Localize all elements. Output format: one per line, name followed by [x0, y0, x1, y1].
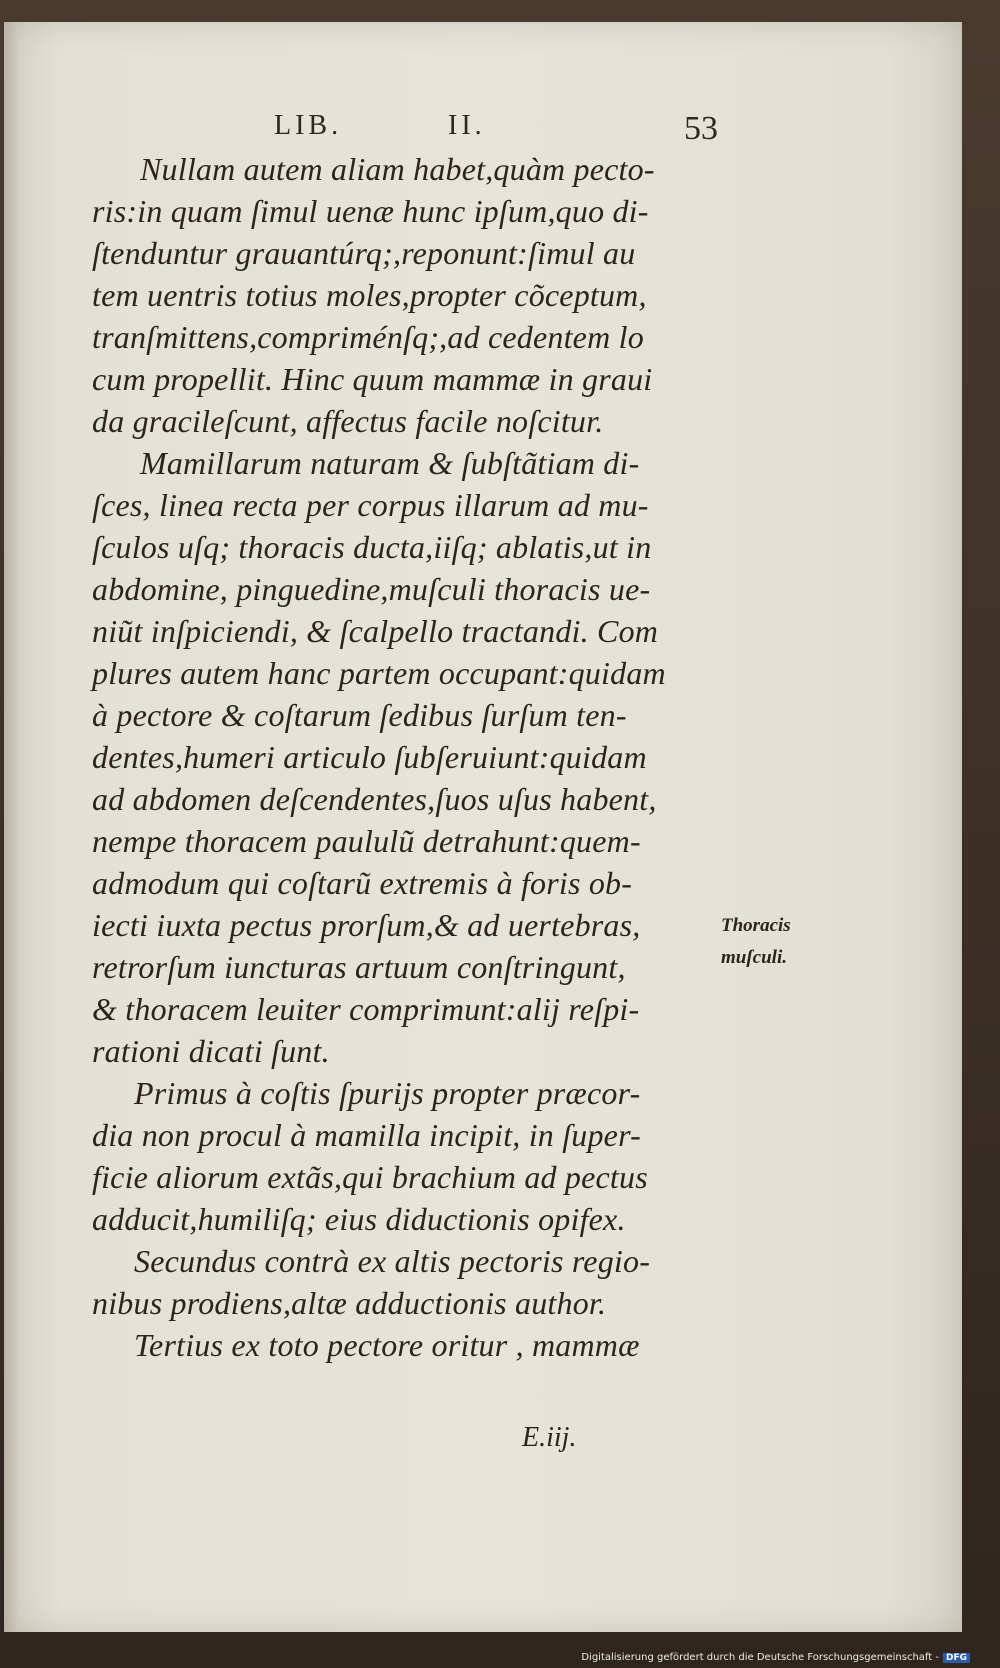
text-line: adducit,humiliſq; eius diductionis opifex.	[92, 1201, 626, 1237]
text-line: admodum qui coſtarũ extremis à foris ob-	[92, 865, 633, 901]
book-page	[4, 22, 962, 1632]
text-line: Nullam autem aliam habet,quàm pecto-	[140, 151, 655, 187]
marginal-note-line: muſculi.	[721, 947, 787, 968]
marginal-note-line: Thoracis	[721, 915, 791, 936]
text-line: dia non procul à mamilla incipit, in ſuper-	[92, 1117, 641, 1153]
text-line: à pectore & coſtarum ſedibus ſurſum ten-	[92, 697, 627, 733]
text-line: rationi dicati ſunt.	[92, 1033, 330, 1069]
running-head-number: II.	[448, 110, 486, 141]
text-line: tem uentris totius moles,propter cõceptum,	[92, 277, 647, 313]
text-line: ſculos uſq; thoracis ducta,iiſq; ablatis,ut in	[92, 529, 652, 565]
text-line: nempe thoracem paululũ detrahunt:quem-	[92, 823, 641, 859]
dfg-logo: DFG	[943, 1653, 970, 1663]
text-line: nibus prodiens,altæ adductionis author.	[92, 1285, 607, 1321]
text-line: Mamillarum naturam & ſubſtãtiam di-	[140, 445, 640, 481]
text-line: tranſmittens,compriménſq;,ad cedentem lo	[92, 319, 644, 355]
text-line: plures autem hanc partem occupant:quidam	[92, 655, 666, 691]
text-line: Tertius ex toto pectore oritur , mammæ	[134, 1327, 640, 1363]
signature-mark: E.iij.	[522, 1422, 577, 1453]
marginal-note	[721, 910, 821, 974]
text-line: Secundus contrà ex altis pectoris regio-	[134, 1243, 651, 1279]
text-line: cum propellit. Hinc quum mammæ in graui	[92, 361, 653, 397]
text-line: ficie aliorum extãs,qui brachium ad pectus	[92, 1159, 648, 1195]
page-number: 53	[684, 110, 718, 147]
text-line: dentes,humeri articulo ſubſeruiunt:quidam	[92, 739, 647, 775]
text-line: niũt inſpiciendi, & ſcalpello tractandi. Com	[92, 613, 659, 649]
text-line: ris:in quam ſimul uenæ hunc ipſum,quo di-	[92, 193, 649, 229]
text-line: abdomine, pinguedine,muſculi thoracis ue-	[92, 571, 651, 607]
text-line: ad abdomen deſcendentes,ſuos uſus habent,	[92, 781, 657, 817]
main-text	[92, 148, 732, 1366]
credit-text: Digitalisierung gefördert durch die Deutsche Forschungsgemeinschaft -	[581, 1652, 939, 1663]
text-line: iecti iuxta pectus prorſum,& ad uertebras,	[92, 907, 641, 943]
running-head	[4, 88, 962, 148]
text-line: & thoracem leuiter comprimunt:alij reſpi-	[92, 991, 640, 1027]
text-line: ſces, linea recta per corpus illarum ad mu-	[92, 487, 649, 523]
running-head-book: LIB.	[274, 110, 343, 141]
text-line: Primus à coſtis ſpurijs propter præcor-	[134, 1075, 641, 1111]
page-gutter-shadow	[4, 22, 18, 1632]
digitization-credit	[581, 1652, 970, 1663]
text-line: da gracileſcunt, affectus facile noſcitur.	[92, 403, 604, 439]
text-line: ſtenduntur grauantúrq;,reponunt:ſimul au	[92, 235, 636, 271]
text-line: retrorſum iuncturas artuum conſtringunt,	[92, 949, 626, 985]
